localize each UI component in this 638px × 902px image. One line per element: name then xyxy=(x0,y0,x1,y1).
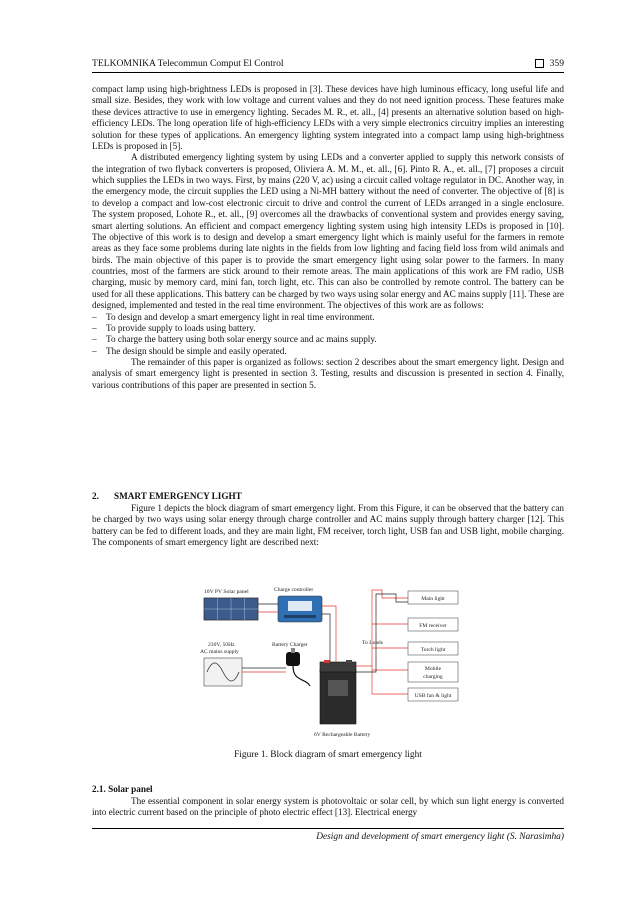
dash-bullet-icon: – xyxy=(92,345,97,356)
load-main-light xyxy=(408,591,458,604)
subsection-paragraph: The essential component in solar energy system is photovoltaic or solar cell, by which sun light energy is converted into electric current based on the principle of photo electric effect [13]. Electrical energy xyxy=(92,796,564,818)
figure-caption: Figure 1. Block diagram of smart emergency light xyxy=(234,750,422,760)
subsection-2-1-text xyxy=(92,796,564,819)
objective-bullet xyxy=(92,346,564,357)
subsection-2-1-heading: 2.1. Solar panel xyxy=(92,784,153,794)
section-number: 2. xyxy=(92,491,99,501)
section-2-text xyxy=(92,503,564,549)
dash-bullet-icon: – xyxy=(92,334,97,345)
page-number: 359 xyxy=(549,58,564,69)
block-diagram-figure xyxy=(196,582,468,744)
intro-text xyxy=(92,84,564,391)
section-2-heading xyxy=(92,491,242,501)
battery-icon xyxy=(320,660,356,724)
charge-controller-label: Charge controller xyxy=(274,587,314,593)
load-label: Main light xyxy=(421,596,445,602)
battery-charger-icon xyxy=(286,648,310,686)
intro-paragraph-2: A distributed emergency lighting system by using LEDs and a converter applied to supply this network consists of the integration of two flyback converters is proposed, Oliviera A. M. M., et. all., [6]. Pinto R. A., et. all., [7] proposes a circuit which supplies the LEDs in two ways. First, by mains (220 V, ac) using a circuit called voltage regulator in DC. Another way, in the emergency mode, the circuit supplies the LED using a Ni-MH battery without the need of converter. The objective of [8] is to develop a compact and low-cost electronic circuit to drive and control the current of LEDs arranged in a single enclosure. The system proposed, Lohote R., et. all., [9] overcomes all the drawbacks of conventional system and provides energy saving, smart alerting solutions. An efficient and compact emergency lighting system using high intensity LEDs is proposed in [10]. The objective of this work is to design and develop a smart emergency light which is mainly useful for the farmers in remote areas as they face some problems during late nights in the fields from low lighting and facing field loss from wild animals and birds. The main objective of this paper is to provide the smart emergency light using solar power to the farmers. In many countries, most of the farmers are stick around to their remote areas. The main applications of this work are FM radio, USB charging, music by memory card, mini fan, torch light, etc. This can also be controlled by remote control. The battery can be used for all these applications. This battery can be charged by two ways using solar energy and AC mains supply [11]. These are designed, implemented and tested in the real time environment. The objectives of this work are as follows: xyxy=(92,152,564,311)
to-loads-label: To Loads xyxy=(362,640,383,646)
battery-label: 6V Rechargeable Battery xyxy=(314,732,371,738)
ac-supply-label-1: 230V, 50Hz xyxy=(208,642,235,648)
charge-controller-icon xyxy=(278,596,322,622)
objective-text: To design and develop a smart emergency light in real time environment. xyxy=(106,311,375,322)
block-diagram xyxy=(196,582,468,744)
objective-bullet xyxy=(92,323,564,334)
square-bullet-icon xyxy=(535,59,544,68)
pv-panel-label: 10V PV Solar panel xyxy=(204,589,249,595)
page-number-block xyxy=(535,58,564,69)
ac-supply-label-2: AC mains supply xyxy=(200,649,239,655)
dash-bullet-icon: – xyxy=(92,322,97,333)
solar-panel-icon xyxy=(204,598,258,620)
journal-name: TELKOMNIKA Telecommun Comput El Control xyxy=(92,58,284,69)
battery-charger-label: Battery Charger xyxy=(272,642,308,648)
load-mobile-charging xyxy=(408,662,458,682)
section-title: SMART EMERGENCY LIGHT xyxy=(114,491,242,501)
objective-bullet xyxy=(92,312,564,323)
load-label: charging xyxy=(423,674,443,680)
load-label: Mobile xyxy=(424,666,442,672)
load-label: FM receiver xyxy=(419,623,447,629)
intro-paragraph-3: The remainder of this paper is organized as follows: section 2 describes about the smart emergency light. Design and analysis of smart emergency light is presented in section 3. Testing, results and discussion is presented in section 4. Finally, various contributions of this paper are presented in section 5. xyxy=(92,357,564,390)
objective-text: To provide supply to loads using battery. xyxy=(106,322,256,333)
objective-text: To charge the battery using both solar energy source and ac mains supply. xyxy=(106,334,377,345)
intro-paragraph-1: compact lamp using high-brightness LEDs is proposed in [3]. These devices have high luminous efficacy, long useful life and small size. Besides, they work with low voltage and current values and they do not need ignition process. These features make these devices attractive to use in emergency lighting. Secades M. R., et. all., [4] presents an alternative solution based on high-efficiency LEDs. The long operation life of high-efficiency LEDs with a very simple electronics circuitry implies an interesting solution for these types of applications. An emergency lighting system integrated into a compact lamp using high-brightness LEDs is proposed in [5]. xyxy=(92,84,564,151)
running-header xyxy=(92,58,564,73)
running-footer: Design and development of smart emergency light (S. Narasimha) xyxy=(92,828,564,842)
load-fm-receiver xyxy=(408,618,458,631)
load-label: Torch light xyxy=(420,647,446,653)
objective-bullet xyxy=(92,334,564,345)
objective-text: The design should be simple and easily operated. xyxy=(106,345,287,356)
load-usb-fan-light xyxy=(408,688,458,701)
load-torch-light xyxy=(408,642,458,655)
load-label: USB fan & light xyxy=(414,693,452,699)
section-2-paragraph: Figure 1 depicts the block diagram of smart emergency light. From this Figure, it can be observed that the battery can be charged by two ways using solar energy through charge controller and AC mains supply through battery charger [12]. This battery can be fed to different loads, and they are main light, FM receiver, torch light, USB fan and USB light, mobile charging. The components of smart emergency light are described next: xyxy=(92,503,564,548)
ac-mains-icon xyxy=(204,658,242,686)
dash-bullet-icon: – xyxy=(92,311,97,322)
